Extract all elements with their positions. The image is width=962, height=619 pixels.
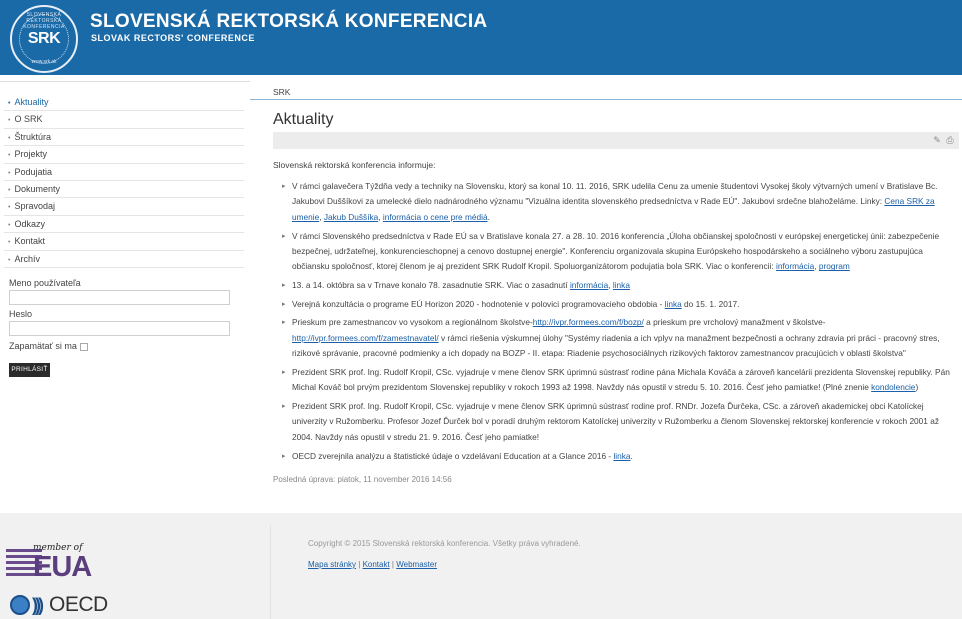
news-text: 13. a 14. októbra sa v Trnave konalo 78. zasadnutie SRK. Viac o zasadnutí — [292, 280, 570, 291]
news-link[interactable]: informácia — [569, 280, 609, 291]
logo-text: SRK — [27, 30, 61, 47]
news-link[interactable]: linka — [613, 450, 631, 461]
nav-item-aktuality[interactable]: • Aktuality — [4, 94, 244, 111]
news-text: ) — [915, 382, 919, 393]
nav-item-struktura[interactable]: • Štruktúra — [4, 129, 244, 146]
eua-logo[interactable] — [6, 543, 101, 583]
site-header — [0, 0, 962, 75]
nav-item-podujatia[interactable]: • Podujatia — [4, 164, 244, 181]
news-text: Prezident SRK prof. Ing. Rudolf Kropil, CSc. vyjadruje v mene členov SRK úprimnú sústrasť rodine pána Michala Kováča a zároveň kancelárii prezidenta Slovenskej republiky. Pán Michal Kováč bol prvým prezidentom Slovenskej republiky v rokoch 1993 až 1998. Navždy nás opustil v stredu 5. 10. 2016. Česť jeho pamiatke! (Plné znenie — [292, 366, 950, 393]
news-item: ▸ 13. a 14. októbra sa v Trnave konalo 78. zasadnutie SRK. Viac o zasadnutí informácia, linka — [282, 278, 954, 293]
news-text: V rámci Slovenského predsedníctva v Rade EÚ sa v Bratislave konala 27. a 28. 10. 2016 konferencia „Úloha občianskej spoločnosti v európskej energetickej únii: zabezpečenie bezpečnej, udržateľnej, konkurencieschopnej a cenovo dostupnej energie". Konferenciu organizovala skupina Európskeho hospodárskeho a sociálneho výboru zastupujúca občiansku spoločnosť, ktorej členom je aj prezident SRK Rudolf Kropil. Spoluorganizátorom podujatia bola SRK. Viac o konferencii: — [292, 230, 940, 272]
footer-links: Mapa stránky | Kontakt | Webmaster — [308, 560, 437, 569]
news-item — [282, 449, 954, 464]
news-link[interactable]: http://ivpr.formees.com/f/bozp/ — [532, 317, 644, 328]
main-nav — [4, 94, 244, 268]
nav-item-odkazy[interactable]: • Odkazy — [4, 216, 244, 233]
intro-text: Slovenská rektorská konferencia informuje: — [273, 160, 436, 170]
logo-ring-url: www.srk.sk — [31, 59, 57, 65]
news-link[interactable]: linka — [664, 298, 682, 309]
news-item: ▸ V rámci galavečera Týždňa vedy a techniky na Slovensku, ktorý sa konal 10. 11. 2016, SRK udelila Cenu za umenie študentovi Vysokej školy výtvarných umení v Bratislave Bc. Jakubovi Duššíkovi za umelecké dielo nadnárodného významu "Vizuálna identita slovenského predsedníctva v Rade EÚ". Jakubovi srdečne blahoželáme. Linky: Cena SRK za umenie, Jakub Duššíka, informácia o cene pre médiá. — [282, 179, 954, 225]
news-text: OECD zverejnila analýzu a štatistické údaje o vzdelávaní Education at a Glance 2016 - — [292, 450, 614, 461]
srk-logo[interactable] — [10, 5, 78, 73]
footer-link-contact[interactable]: Kontakt — [362, 560, 390, 569]
breadcrumb-divider — [250, 99, 962, 100]
news-link[interactable]: informácia — [775, 261, 815, 272]
copyright: Copyright © 2015 Slovenská rektorská konferencia. Všetky práva vyhradené. — [308, 539, 581, 548]
breadcrumb[interactable]: SRK — [273, 87, 291, 97]
main-content — [250, 75, 962, 513]
print-icon[interactable]: ⎙ — [946, 135, 954, 145]
nav-item-projekty[interactable]: • Projekty — [4, 146, 244, 163]
footer-divider — [270, 525, 271, 619]
last-updated: Posledná úprava: piatok, 11 november 2016 14:56 — [273, 475, 452, 484]
news-text: do 15. 1. 2017. — [681, 298, 740, 309]
login-button[interactable]: PRIHLÁSIŤ — [9, 363, 50, 377]
news-text: Prezident SRK prof. Ing. Rudolf Kropil, CSc. vyjadruje v mene členov SRK úprimnú sústrasť rodine prof. RNDr. Jozefa Ďurčeka, CSc. a zároveň akademickej obci Katolíckej univerzity v Ružomberku. Profesor Jozef Ďurček bol v poradí druhým rektorom Katolíckej univerzity v Ružomberku a členom Slovenskej rektorskej konferencie v rokoch 2001 až 2004. Navždy nás opustil v stredu 21. 9. 2016. Česť jeho pamiatke! — [292, 401, 939, 442]
news-item — [282, 399, 954, 445]
news-text: v rámci riešenia výskumnej úlohy "Systémy riadenia a ich vplyv na manažment bezpečnosti a ochrany zdravia pri práci - pracovný stres, rizikové správanie, pracovné podmienky a ich dopady na BOZP - II. etapa: Riadenie psychosociálnych rizikových faktorov zamestnancov pracujúcich v oblasti školstva" — [292, 332, 940, 359]
news-item — [282, 365, 954, 396]
article-toolbar — [273, 132, 959, 149]
password-label: Heslo — [9, 309, 33, 319]
news-item: ▸ V rámci Slovenského predsedníctva v Rade EÚ sa v Bratislave konala 27. a 28. 10. 2016 konferencia „Úloha občianskej spoločnosti v európskej energetickej únii: zabezpečenie bezpečnej, udržateľnej, konkurencieschopnej a cenovo dostupnej energie". Konferenciu organizovala skupina Európskeho hospodárskeho a sociálneho výboru zastupujúca občiansku spoločnosť, ktorej členom je aj prezident SRK Rudolf Kropil. Spoluorganizátorom podujatia bola SRK. Viac o konferencii: informácia, program — [282, 229, 954, 275]
username-input[interactable] — [9, 290, 230, 305]
news-link[interactable]: kondolencie — [871, 382, 916, 393]
footer-link-sitemap[interactable]: Mapa stránky — [308, 560, 357, 569]
sidebar — [0, 75, 250, 513]
news-item — [282, 315, 954, 361]
logo-ring-text: SLOVENSKÁ REKTORSKÁ KONFERENCIA — [23, 12, 65, 30]
news-list — [282, 179, 954, 467]
news-link[interactable]: Cena SRK za umenie — [292, 196, 935, 222]
page-title: Aktuality — [273, 111, 334, 128]
news-text: Prieskum pre zamestnancov vo vysokom a regionálnom školstve- — [292, 317, 533, 328]
nav-item-archiv[interactable]: • Archív — [4, 251, 244, 268]
nav-item-kontakt[interactable]: • Kontakt — [4, 233, 244, 250]
eua-text: EUA — [33, 551, 92, 583]
eua-member-text: member of — [33, 543, 83, 553]
remember-checkbox[interactable] — [80, 343, 88, 351]
globe-icon — [10, 595, 30, 615]
remember-me — [9, 341, 88, 351]
news-text: V rámci galavečera Týždňa vedy a techniky na Slovensku, ktorý sa konal 10. 11. 2016, SRK udelila Cenu za umenie študentovi Vysokej školy výtvarných umení v Bratislave Bc. Jakubovi Duššíkovi za umelecké dielo nadnárodného významu "Vizuálna identita slovenského predsedníctva v Rade EÚ". Jakubovi srdečne blahoželáme. Linky: — [292, 181, 938, 207]
oecd-text: OECD — [49, 593, 108, 616]
news-link[interactable]: informácia o cene pre médiá — [382, 211, 488, 222]
news-link[interactable]: Jakub Duššíka — [323, 211, 379, 222]
news-link[interactable]: linka — [612, 280, 630, 291]
news-text: Verejná konzultácia o programe EÚ Horizon 2020 - hodnotenie v polovici programovacieho obdobia - — [292, 298, 665, 309]
nav-item-spravodaj[interactable]: • Spravodaj — [4, 198, 244, 215]
site-title: SLOVENSKÁ REKTORSKÁ KONFERENCIA — [90, 11, 488, 32]
nav-item-dokumenty[interactable]: • Dokumenty — [4, 181, 244, 198]
news-link[interactable]: http://ivpr.formees.com/f/zamestnavatel/ — [292, 332, 439, 343]
news-text: . — [630, 450, 633, 461]
news-link[interactable]: program — [818, 261, 850, 272]
news-item — [282, 297, 954, 312]
username-label: Meno používateľa — [9, 278, 81, 288]
site-subtitle: SLOVAK RECTORS' CONFERENCE — [91, 33, 255, 43]
news-text: a prieskum pre vrcholový manažment v školstve- — [646, 317, 826, 328]
sidebar-divider — [0, 81, 250, 82]
site-footer — [0, 513, 962, 619]
oecd-arcs-icon: ))) — [32, 595, 41, 615]
pdf-icon[interactable]: ✎ — [933, 135, 941, 145]
remember-label: Zapamätať si ma — [9, 341, 77, 351]
password-input[interactable] — [9, 321, 230, 336]
footer-link-webmaster[interactable]: Webmaster — [396, 560, 437, 569]
nav-item-o-srk[interactable]: • O SRK — [4, 111, 244, 128]
